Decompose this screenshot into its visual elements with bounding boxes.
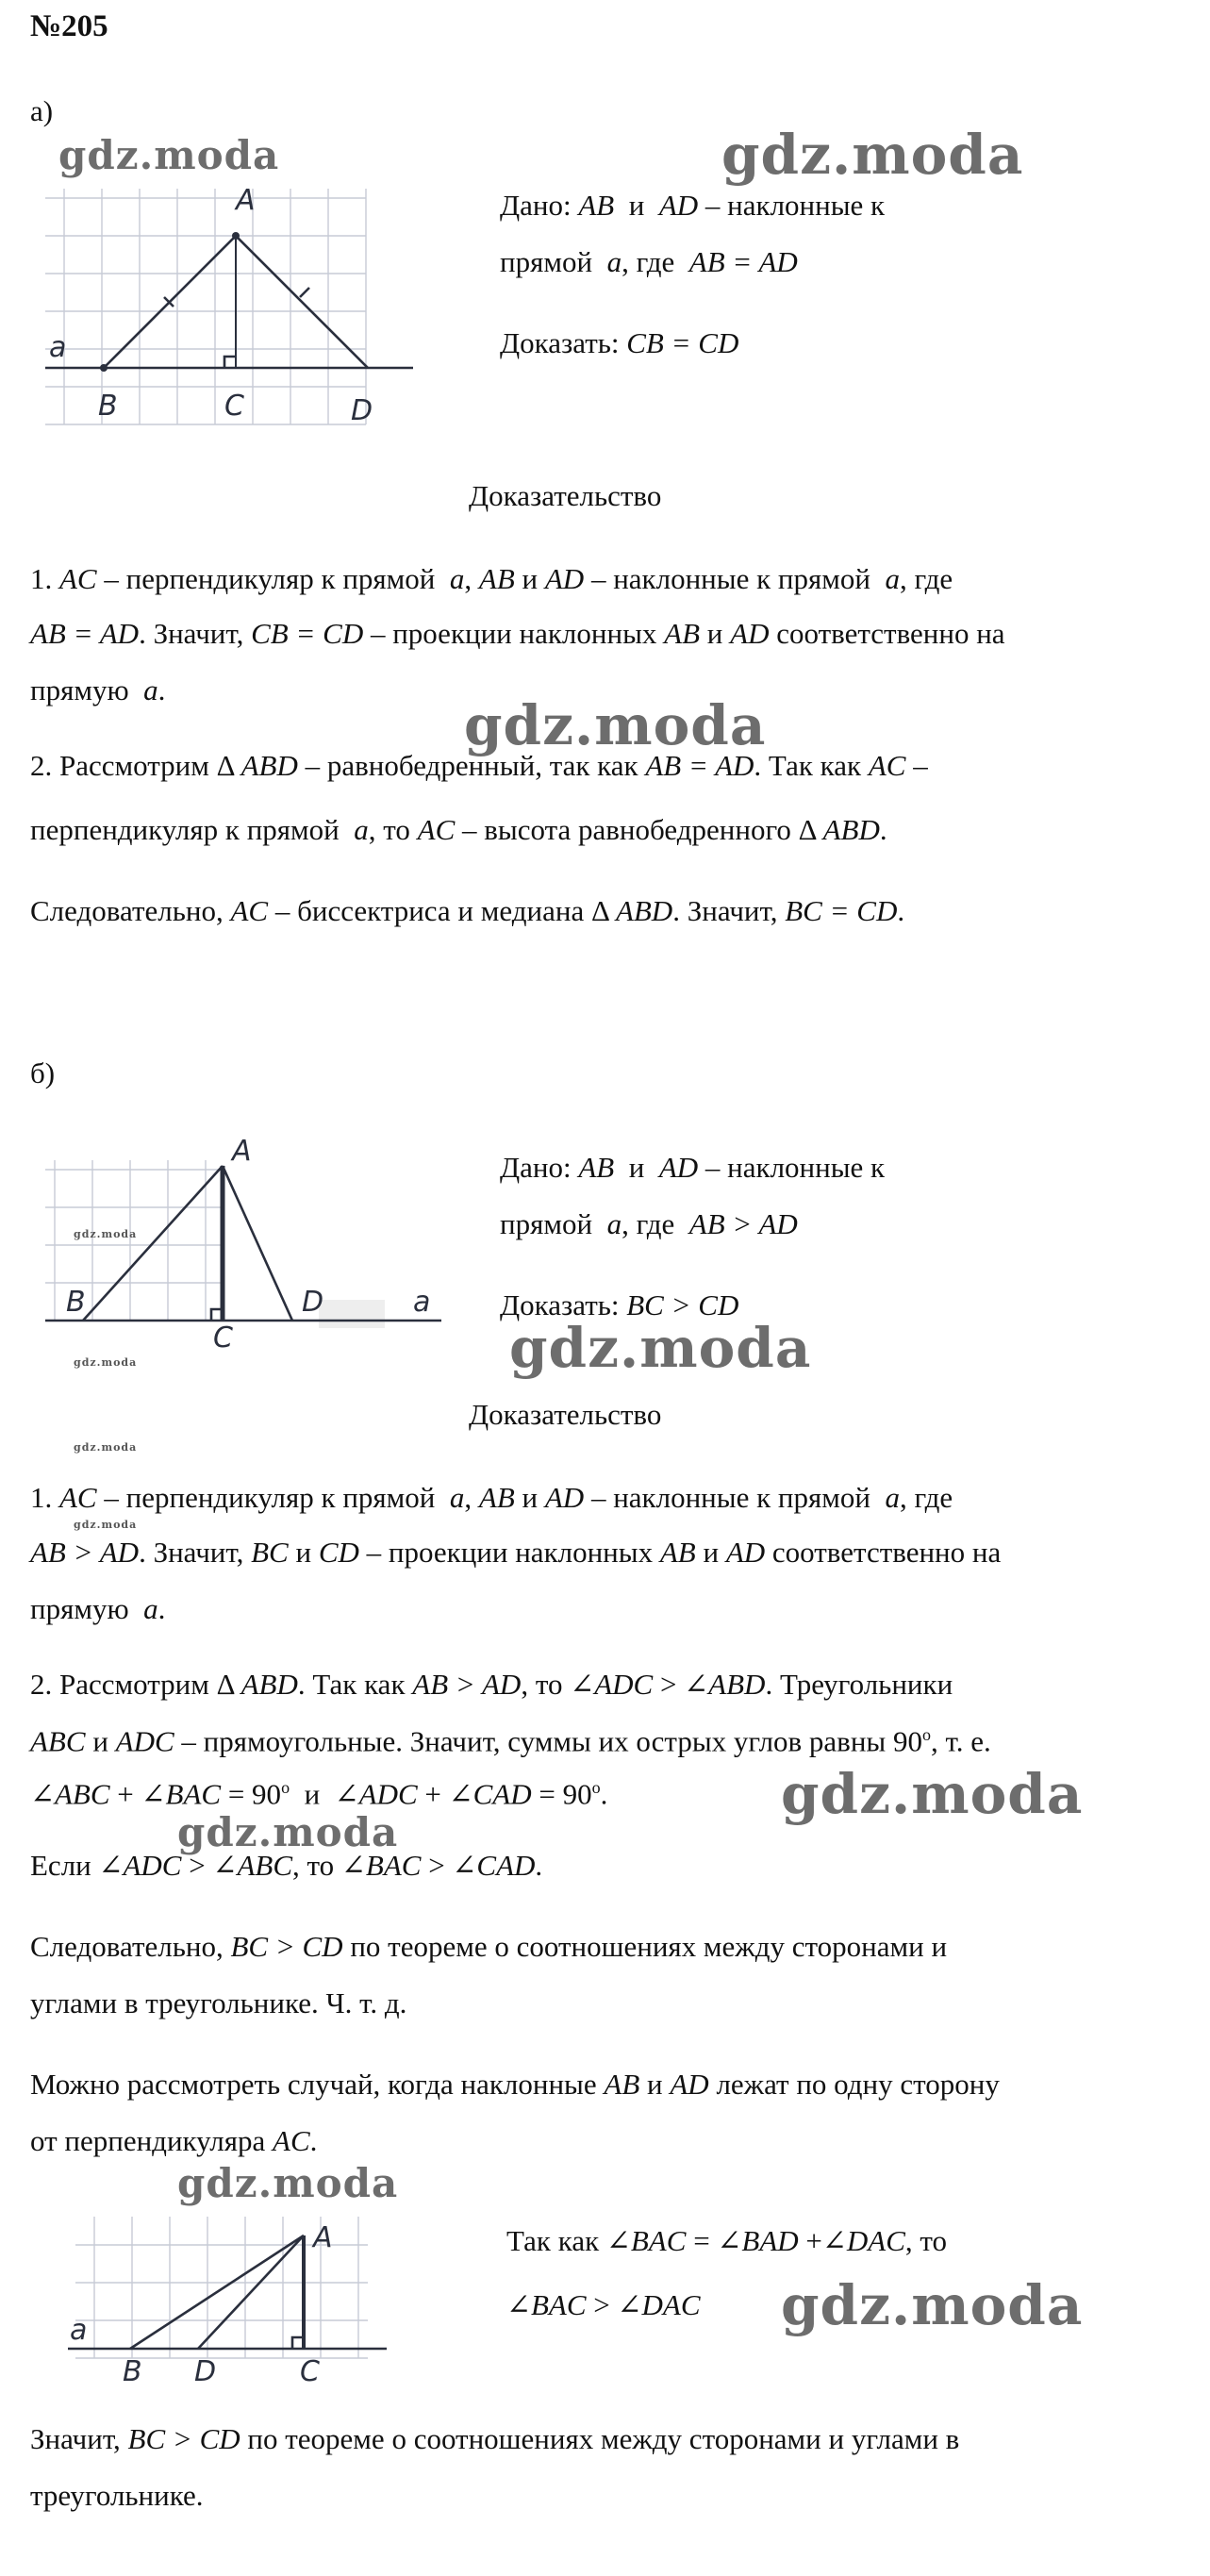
proof-b-p1-line1: 1. AC – перпендикуляр к прямой a, AB и AD – наклонные к прямой a, где bbox=[30, 1481, 953, 1514]
figure-label-A: A bbox=[232, 1135, 252, 1168]
proof-b-p3-line1: Следовательно, BC > CD по теореме о соотношениях между сторонами и bbox=[30, 1930, 948, 1963]
figure-a bbox=[36, 179, 432, 439]
prove-a: Доказать: CB = CD bbox=[500, 326, 739, 359]
part-b-label: б) bbox=[30, 1056, 56, 1089]
tick-ad bbox=[300, 288, 309, 297]
figure-b bbox=[36, 1132, 451, 1349]
figure-label-a: a bbox=[49, 331, 67, 364]
figure-label-D: D bbox=[194, 2355, 217, 2386]
figure-label-a: a bbox=[70, 2314, 88, 2347]
proof-b-p1-line2: AB > AD. Значит, BC и CD – проекции наклонных AB и AD соответственно на bbox=[30, 1536, 1002, 1569]
part-a-label: а) bbox=[30, 94, 54, 127]
proof-b-p2-line4: Если ∠ADC > ∠ABC, то ∠BAC > ∠CAD. bbox=[30, 1849, 543, 1882]
final-line2: треугольнике. bbox=[30, 2479, 204, 2512]
figure-c bbox=[57, 2207, 396, 2386]
watermark: gdz.moda bbox=[74, 1228, 138, 1240]
watermark: gdz.moda bbox=[781, 1762, 1084, 1826]
prove-b: Доказать: BC > CD bbox=[500, 1288, 739, 1321]
watermark: gdz.moda bbox=[464, 693, 767, 757]
watermark: gdz.moda bbox=[58, 132, 280, 178]
figure-label-B: B bbox=[98, 390, 118, 423]
given-b-line1: Дано: AB и AD – наклонные к bbox=[500, 1151, 886, 1184]
proof-a-p2-line2: перпендикуляр к прямой a, то AC – высота равнобедренного Δ ABD. bbox=[30, 813, 887, 846]
case-line2: ∠BAC > ∠DAC bbox=[506, 2288, 701, 2321]
proof-b-p2-line1: 2. Рассмотрим Δ ABD. Так как AB > AD, то ∠ADC > ∠ABD. Треугольники bbox=[30, 1668, 953, 1701]
watermark: gdz.moda bbox=[781, 2273, 1084, 2337]
proof-a-p3: Следовательно, AC – биссектриса и медиана Δ ABD. Значит, BC = CD. bbox=[30, 894, 905, 927]
segment-ab bbox=[130, 2235, 304, 2349]
segment-ad bbox=[223, 1166, 292, 1321]
proof-a-p2-line1: 2. Рассмотрим Δ ABD – равнобедренный, так как AB = AD. Так как AC – bbox=[30, 749, 928, 782]
figure-label-A: A bbox=[236, 184, 256, 217]
watermark: gdz.moda bbox=[721, 123, 1024, 187]
right-angle-mark bbox=[224, 357, 236, 368]
figure-label-C: C bbox=[300, 2355, 320, 2386]
watermark: gdz.moda bbox=[74, 1519, 138, 1531]
watermark: gdz.moda bbox=[177, 2160, 399, 2206]
figure-label-C: C bbox=[213, 1321, 233, 1349]
proof-heading-a: Доказательство bbox=[469, 479, 662, 512]
figure-a-grid bbox=[45, 189, 366, 424]
given-a-line1: Дано: AB и AD – наклонные к bbox=[500, 189, 886, 222]
proof-b-p2-line3: ∠ABC + ∠BAC = $90^о$ и ∠ADC + ∠CAD = $90^о$. bbox=[30, 1777, 608, 1811]
figure-label-B: B bbox=[66, 1286, 86, 1319]
proof-b-p2-line2: ABC и ADC – прямоугольные. Значит, суммы их острых углов равны $90^о$, т. е. bbox=[30, 1724, 991, 1758]
given-a-line2: прямой a, где AB = AD bbox=[500, 245, 798, 278]
proof-a-p1-line3: прямую a. bbox=[30, 673, 166, 706]
figure-label-D: D bbox=[302, 1286, 324, 1319]
proof-b-p3-line2: углами в треугольнике. Ч. т. д. bbox=[30, 1986, 407, 2019]
segment-ad bbox=[198, 2235, 304, 2349]
watermark: gdz.moda bbox=[177, 1809, 399, 1855]
proof-b-p4-line2: от перпендикуляра AC. bbox=[30, 2124, 318, 2157]
figure-label-B: B bbox=[123, 2355, 142, 2386]
figure-label-a: a bbox=[413, 1286, 431, 1319]
watermark: gdz.moda bbox=[74, 1356, 138, 1369]
proof-b-p1-line3: прямую a. bbox=[30, 1592, 166, 1625]
figure-label-C: C bbox=[224, 390, 244, 423]
proof-heading-b: Доказательство bbox=[469, 1398, 662, 1431]
segment-ab bbox=[83, 1166, 223, 1321]
figure-label-A: A bbox=[313, 2221, 333, 2254]
problem-number: №205 bbox=[30, 9, 108, 43]
proof-b-p4-line1: Можно рассмотреть случай, когда наклонные AB и AD лежат по одну сторону bbox=[30, 2068, 1000, 2101]
segment-ad bbox=[236, 236, 368, 368]
figure-label-D: D bbox=[351, 394, 373, 427]
case-line1: Так как ∠BAC = ∠BAD +∠DAC, то bbox=[506, 2224, 948, 2257]
final-line1: Значит, BC > CD по теореме о соотношениях между сторонами и углами в bbox=[30, 2422, 960, 2455]
watermark: gdz.moda bbox=[74, 1441, 138, 1454]
proof-a-p1-line1: 1. AC – перпендикуляр к прямой a, AB и AD – наклонные к прямой a, где bbox=[30, 562, 953, 595]
given-b-line2: прямой a, где AB > AD bbox=[500, 1207, 798, 1240]
proof-a-p1-line2: AB = AD. Значит, CB = CD – проекции наклонных AB и AD соответственно на bbox=[30, 617, 1005, 650]
watermark: gdz.moda bbox=[509, 1316, 812, 1380]
